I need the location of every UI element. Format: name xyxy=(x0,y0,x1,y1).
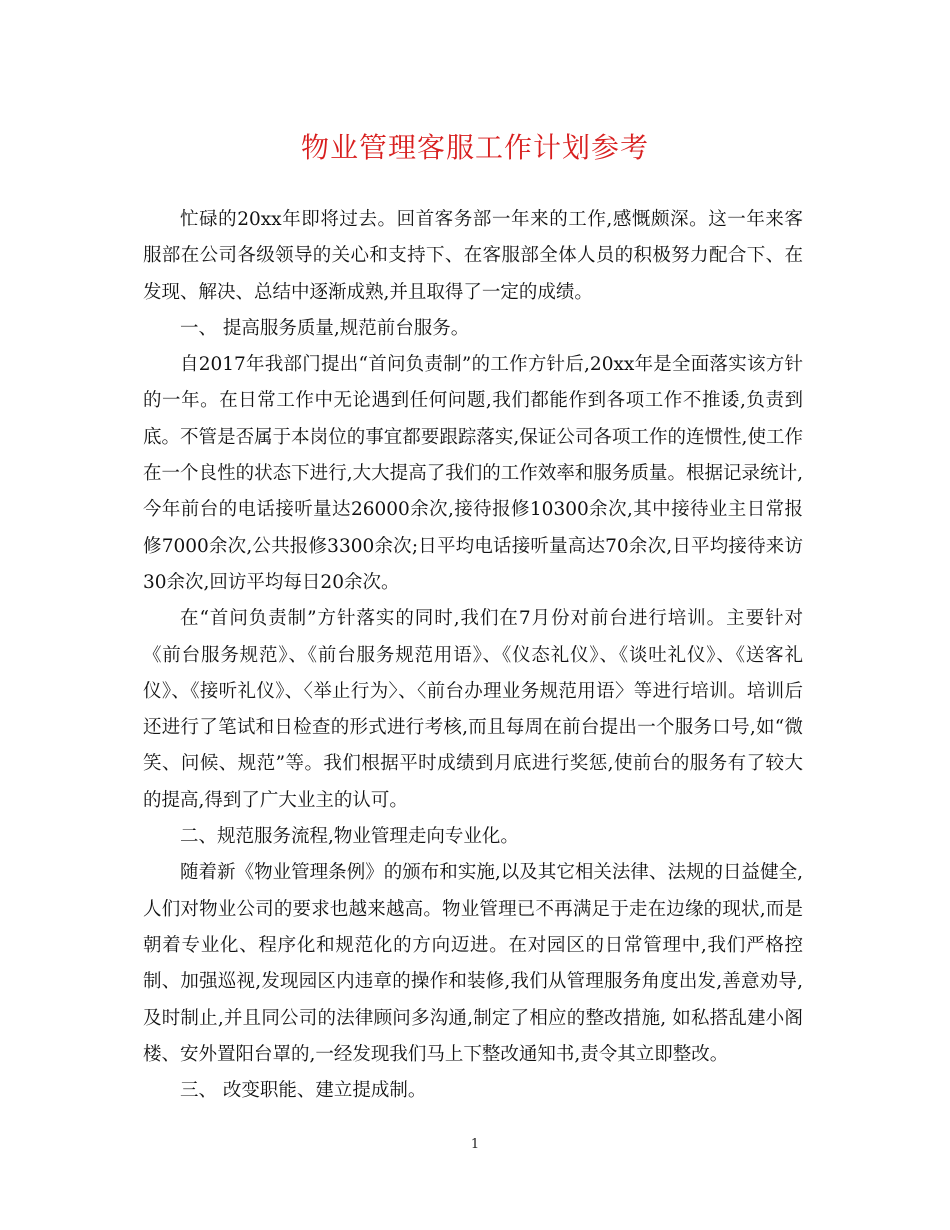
paragraph-intro: 忙碌的20xx年即将过去。回首客务部一年来的工作,感慨颇深。这一年来客服部在公司各级领导的关心和支持下、在客服部全体人员的积极努力配合下、在发现、解决、总结中逐渐成熟,并且取得了一定的成绩。 xyxy=(143,209,803,303)
paragraph-regulations: 随着新《物业管理条例》的颁布和实施,以及其它相关法律、法规的日益健全,人们对物业公司的要求也越来越高。物业管理已不再满足于走在边缘的现状,而是朝着专业化、程序化和规范化的方向迈进。在对园区的日常管理中,我们严格控制、加强巡视,发现园区内违章的操作和装修,我们从管理服务角度出发,善意劝导,及时制止,并且同公司的法律顾问多沟通,制定了相应的整改措施, 如私搭乱建小阁楼、安外置阳台罩的,一经发现我们马上下整改通知书,责令其立即整改。 xyxy=(143,862,803,1065)
section-heading-2: 二、规范服务流程,物业管理走向专业化。 xyxy=(180,826,519,848)
page-number: 1 xyxy=(470,1137,480,1152)
document-title: 物业管理客服工作计划参考 xyxy=(300,131,649,164)
section-heading-1: 一、 提高服务质量,规范前台服务。 xyxy=(180,317,470,339)
paragraph-training: 在“首问负责制”方针落实的同时,我们在7月份对前台进行培训。主要针对《前台服务规范》、《前台服务规范用语》、《仪态礼仪》、《谈吐礼仪》、《送客礼仪》、《接听礼仪》、〈举止行为〉、〈前台办理业务规范用语〉等进行培训。培训后还进行了笔试和日检查的形式进行考核,而且每周在前台提出一个服务口号,如“微笑、问候、规范”等。我们根据平时成绩到月底进行奖惩,使前台的服务有了较大的提高,得到了广大业主的认可。 xyxy=(143,608,803,811)
section-heading-3: 三、 改变职能、建立提成制。 xyxy=(180,1080,427,1102)
document-body xyxy=(143,202,803,1109)
paragraph-first-responsibility: 自2017年我部门提出“首问负责制”的工作方针后,20xx年是全面落实该方针的一年。在日常工作中无论遇到任何问题,我们都能作到各项工作不推诿,负责到底。不管是否属于本岗位的事宜都要跟踪落实,保证公司各项工作的连惯性,使工作在一个良性的状态下进行,大大提高了我们的工作效率和服务质量。根据记录统计,今年前台的电话接听量达26000余次,接待报修10300余次,其中接待业主日常报修7000余次,公共报修3300余次;日平均电话接听量高达70余次,日平均接待来访30余次,回访平均每日20余次。 xyxy=(143,354,803,593)
